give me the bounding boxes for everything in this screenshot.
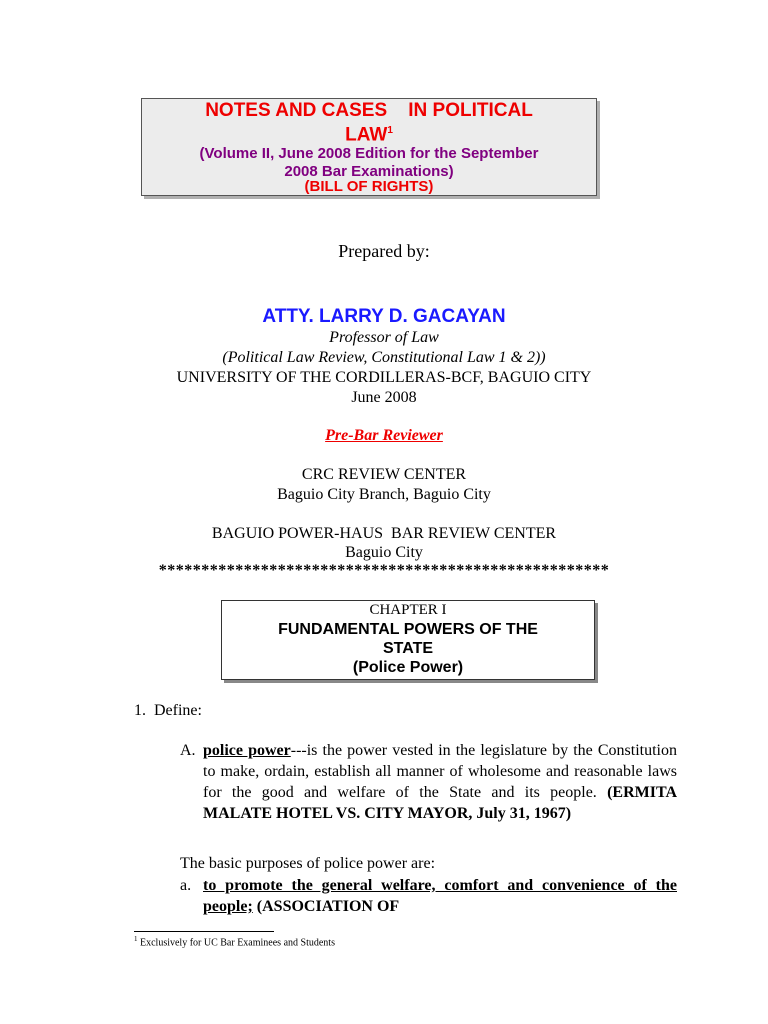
item-a-label: A. xyxy=(180,742,196,759)
edition-line2: 2008 Bar Examinations) xyxy=(284,163,454,180)
item-a-paragraph xyxy=(203,740,677,824)
edition-text xyxy=(142,145,596,181)
footnote-divider xyxy=(134,931,274,932)
author-name: ATTY. LARRY D. GACAYAN xyxy=(262,306,506,327)
term-police-power: police power xyxy=(203,742,291,759)
pre-bar-reviewer: Pre-Bar Reviewer xyxy=(325,427,443,444)
item-1-define: 1. Define: xyxy=(134,702,202,719)
chapter-title xyxy=(222,620,594,677)
review-center-1-location: Baguio City Branch, Baguio City xyxy=(277,486,491,503)
chapter-title-line1: FUNDAMENTAL POWERS OF THE xyxy=(278,621,538,638)
review-center-2-name: BAGUIO POWER-HAUS BAR REVIEW CENTER xyxy=(211,525,557,542)
purpose-a-label: a. xyxy=(180,877,192,894)
chapter-subtitle: (Police Power) xyxy=(352,659,464,676)
purpose-a-paragraph xyxy=(203,875,677,917)
review-center-2-location: Baguio City xyxy=(345,544,423,561)
author-university: UNIVERSITY OF THE CORDILLERAS-BCF, BAGUIO CITY xyxy=(176,369,592,386)
purpose-a-text: to promote the general welfare, comfort and convenience of the people; xyxy=(203,877,677,915)
author-date: June 2008 xyxy=(351,389,417,406)
author-courses: (Political Law Review, Constitutional Law 1 & 2)) xyxy=(222,349,546,366)
chapter-title-line2: STATE xyxy=(382,640,434,657)
prepared-by: Prepared by: xyxy=(338,241,430,261)
edition-line1: (Volume II, June 2008 Edition for the September xyxy=(199,145,539,162)
footnote xyxy=(134,935,335,948)
chapter-label: CHAPTER I xyxy=(369,602,447,618)
chapter-box xyxy=(221,600,595,680)
purpose-a-citation: (ASSOCIATION OF xyxy=(256,898,400,915)
item-a-citation: (ERMITA MALATE HOTEL VS. CITY MAYOR, July 31, 1967) xyxy=(203,784,678,822)
footnote-mark: 1 xyxy=(134,935,138,943)
footnote-text: Exclusively for UC Bar Examinees and Students xyxy=(140,937,335,949)
subject-label: (BILL OF RIGHTS) xyxy=(304,178,434,195)
purposes-intro: The basic purposes of police power are: xyxy=(180,855,436,872)
author-position: Professor of Law xyxy=(329,329,439,346)
separator-asterisks: ***************************************************** xyxy=(158,562,610,579)
title-line2: LAW xyxy=(345,124,388,146)
item-a-definition: ---is the power vested in the legislature by the Constitution to make, ordain, establish all manner of wholesome and reasonable laws for the good and welfare of the State and its people. xyxy=(203,742,677,801)
document-title xyxy=(142,101,596,145)
title-footnote-mark: 1 xyxy=(387,125,393,136)
title-line1: NOTES AND CASES IN POLITICAL xyxy=(205,100,533,121)
review-center-1-name: CRC REVIEW CENTER xyxy=(301,466,467,483)
title-box xyxy=(141,98,597,196)
